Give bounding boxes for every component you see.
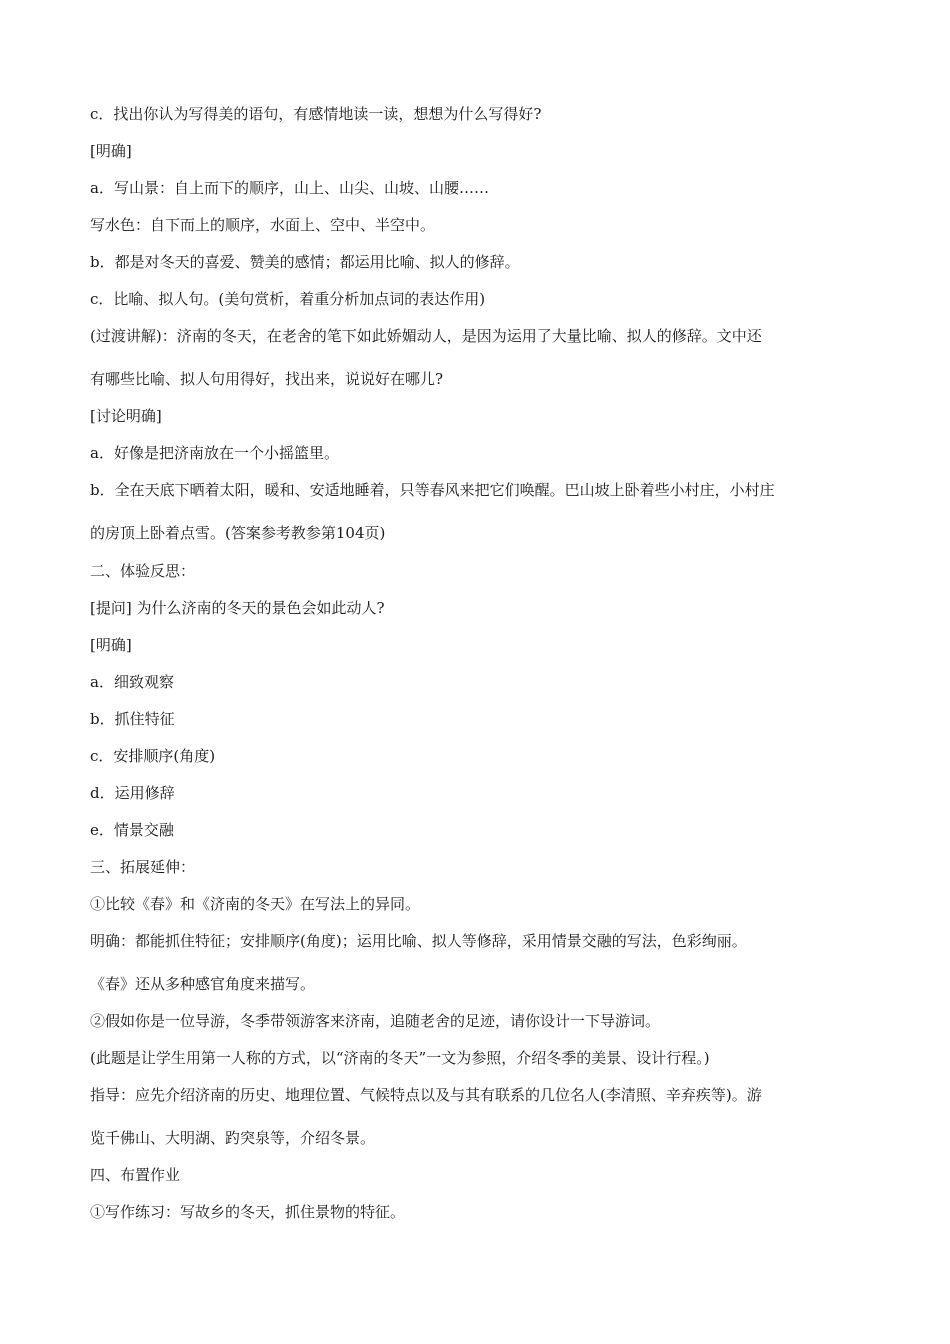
list-item: c．安排顺序(角度) [90, 747, 216, 765]
text-line: 指导：应先介绍济南的历史、地理位置、气候特点以及与其有联系的几位名人(李清照、辛弃疾等)。游 [90, 1086, 762, 1104]
list-item: e．情景交融 [90, 821, 174, 839]
list-item: d．运用修辞 [90, 784, 175, 802]
text-line: c．比喻、拟人句。(美句赏析，着重分析加点词的表达作用) [90, 290, 486, 308]
text-line: [明确] [90, 636, 132, 654]
text-line: (此题是让学生用第一人称的方式，以“济南的冬天”一文为参照，介绍冬季的美景、设计行程。) [90, 1049, 710, 1067]
text-line: b．全在天底下晒着太阳，暖和、安适地睡着，只等春风来把它们唤醒。巴山坡上卧着些小村庄，小村庄 [90, 481, 775, 499]
text-line: [讨论明确] [90, 407, 162, 425]
text-line: (过渡讲解)：济南的冬天，在老舍的笔下如此娇媚动人，是因为运用了大量比喻、拟人的修辞。文中还 [90, 327, 762, 345]
text-line: 写水色：自下而上的顺序，水面上、空中、半空中。 [90, 216, 436, 234]
text-line: a．写山景：自上而下的顺序，山上、山尖、山坡、山腰…… [90, 179, 489, 197]
list-item: b．抓住特征 [90, 710, 175, 728]
section-heading: 四、布置作业 [90, 1166, 181, 1184]
text-line: [明确] [90, 142, 132, 160]
text-line: 览千佛山、大明湖、趵突泉等，介绍冬景。 [90, 1129, 376, 1147]
text-line: 的房顶上卧着点雪。(答案参考教参第104页) [90, 524, 386, 542]
text-line: ②假如你是一位导游，冬季带领游客来济南，追随老舍的足迹，请你设计一下导游词。 [90, 1012, 661, 1030]
section-heading: 二、体验反思： [90, 562, 196, 580]
section-heading: 三、拓展延伸： [90, 858, 196, 876]
list-item: a．细致观察 [90, 673, 174, 691]
text-line: ①写作练习：写故乡的冬天，抓住景物的特征。 [90, 1203, 406, 1221]
text-line: 有哪些比喻、拟人句用得好，找出来，说说好在哪儿? [90, 370, 444, 388]
text-line: 《春》还从多种感官角度来描写。 [90, 975, 316, 993]
text-line: [提问] 为什么济南的冬天的景色会如此动人? [90, 599, 385, 617]
text-line: ①比较《春》和《济南的冬天》在写法上的异同。 [90, 895, 421, 913]
text-line: 明确：都能抓住特征；安排顺序(角度)；运用比喻、拟人等修辞，采用情景交融的写法，色彩绚丽。 [90, 932, 747, 950]
text-line: c．找出你认为写得美的语句，有感情地读一读，想想为什么写得好? [90, 105, 542, 123]
text-line: b．都是对冬天的喜爱、赞美的感情；都运用比喻、拟人的修辞。 [90, 253, 520, 271]
text-line: a．好像是把济南放在一个小摇篮里。 [90, 444, 339, 462]
